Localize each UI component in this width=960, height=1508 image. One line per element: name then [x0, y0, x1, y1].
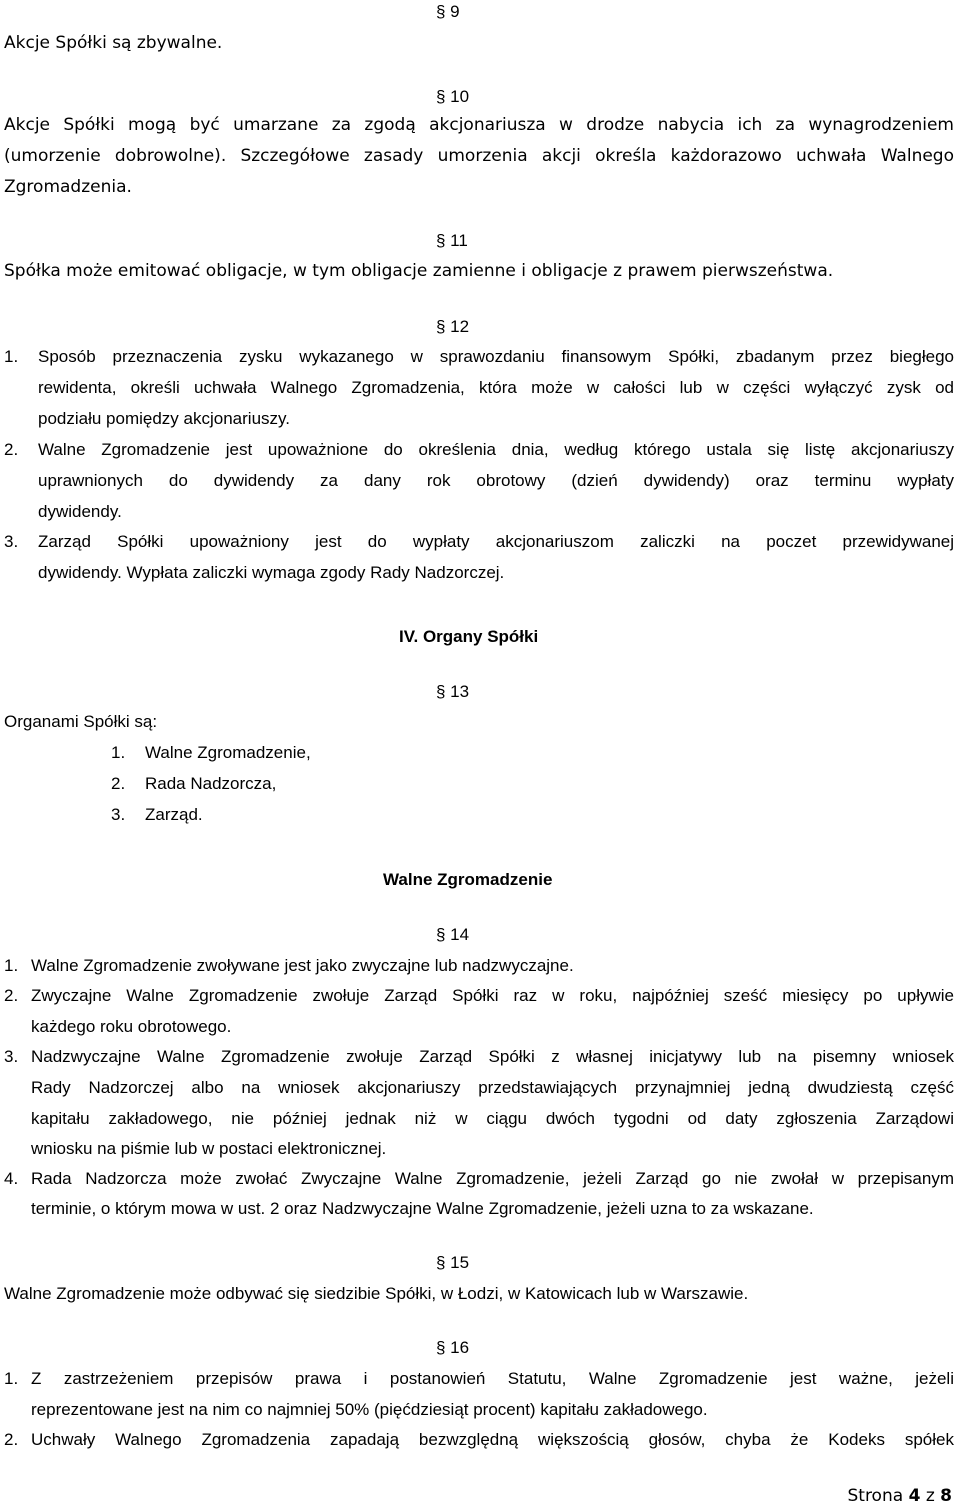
paragraph-16-number: § 16: [436, 1338, 470, 1357]
paragraph-9-number: § 9: [436, 2, 460, 21]
page-footer: [847, 1484, 952, 1508]
paragraph-10-number: § 10: [436, 87, 470, 106]
list-number: 4.: [4, 1169, 19, 1188]
paragraph-11-text: Spółka może emitować obligacje, w tym obligacje zamienne i obligacje z prawem pierwszeństwa.: [4, 261, 834, 281]
paragraph-15-text: Walne Zgromadzenie może odbywać się siedzibie Spółki, w Łodzi, w Katowicach lub w Warszawie.: [4, 1284, 749, 1303]
paragraph-9-text: Akcje Spółki są zbywalne.: [4, 33, 223, 53]
paragraph-14-number: § 14: [436, 925, 470, 944]
paragraph-14-item-4-line: Rada Nadzorcza może zwołać Zwyczajne Walne Zgromadzenie, jeżeli Zarząd go nie zwołał w przepisanym: [31, 1169, 954, 1188]
paragraph-16-item-2-line: Uchwały Walnego Zgromadzenia zapadają bezwzględną większością głosów, chyba że Kodeks spółek: [31, 1430, 954, 1449]
paragraph-14-item-1-line: Walne Zgromadzenie zwoływane jest jako zwyczajne lub nadzwyczajne.: [31, 956, 574, 975]
paragraph-14-item-3-line: Nadzwyczajne Walne Zgromadzenie zwołuje Zarząd Spółki z własnej inicjatywy lub na pisemny wniosek: [31, 1047, 954, 1066]
list-number: 2.: [111, 774, 126, 793]
list-number: 1.: [4, 1369, 19, 1388]
paragraph-15-number: § 15: [436, 1253, 470, 1272]
paragraph-13-number: § 13: [436, 682, 470, 701]
paragraph-14-item-2-line: Zwyczajne Walne Zgromadzenie zwołuje Zarząd Spółki raz w roku, najpóźniej sześć miesięcy po upływie: [31, 986, 954, 1005]
paragraph-14-item-3-line: Rady Nadzorczej albo na wniosek akcjonariuszy przedstawiających przynajmniej jedną dwudziestą część: [31, 1078, 954, 1097]
paragraph-12-item-3-line: Zarząd Spółki upoważniony jest do wypłaty akcjonariuszom zaliczki na poczet przewidywanej: [38, 532, 954, 551]
paragraph-10-line: Zgromadzenia.: [4, 177, 132, 197]
section-heading: Walne Zgromadzenie: [383, 870, 553, 889]
paragraph-10-line: (umorzenie dobrowolne). Szczegółowe zasady umorzenia akcji określa każdorazowo uchwała Walnego: [4, 146, 954, 166]
list-number: 2.: [4, 986, 19, 1005]
footer-separator: z: [925, 1486, 935, 1506]
list-number: 2.: [4, 440, 19, 459]
footer-page-number: 4: [908, 1486, 921, 1506]
organ-list-item: Zarząd.: [145, 805, 203, 824]
list-number: 1.: [4, 956, 19, 975]
paragraph-11-number: § 11: [436, 231, 468, 250]
chapter-heading: IV. Organy Spółki: [399, 627, 539, 646]
paragraph-12-item-1-line: podziału pomiędzy akcjonariuszy.: [38, 409, 290, 428]
list-number: 3.: [111, 805, 126, 824]
list-number: 1.: [111, 743, 126, 762]
paragraph-14-item-3-line: wniosku na piśmie lub w postaci elektronicznej.: [31, 1139, 387, 1158]
paragraph-12-item-1-line: Sposób przeznaczenia zysku wykazanego w sprawozdaniu finansowym Spółki, zbadanym przez biegłego: [38, 347, 954, 366]
organ-list-item: Rada Nadzorcza,: [145, 774, 277, 793]
list-number: 1.: [4, 347, 19, 366]
paragraph-14-item-4-line: terminie, o którym mowa w ust. 2 oraz Nadzwyczajne Walne Zgromadzenie, jeżeli uzna to za wskazane.: [31, 1199, 814, 1218]
paragraph-12-item-1-line: rewidenta, określi uchwała Walnego Zgromadzenia, która może w całości lub w części wyłączyć zysk od: [38, 378, 954, 397]
paragraph-12-item-2-line: uprawnionych do dywidendy za dany rok obrotowy (dzień dywidendy) oraz terminu wypłaty: [38, 471, 954, 490]
paragraph-14-item-2-line: każdego roku obrotowego.: [31, 1017, 232, 1036]
paragraph-12-item-2-line: dywidendy.: [38, 502, 122, 521]
footer-prefix: Strona: [847, 1486, 904, 1506]
paragraph-16-item-1-line: reprezentowane jest na nim co najmniej 50% (pięćdziesiąt procent) kapitału zakładowego.: [31, 1400, 708, 1419]
paragraph-13-intro: Organami Spółki są:: [4, 712, 158, 731]
list-number: 3.: [4, 1047, 19, 1066]
list-number: 2.: [4, 1430, 19, 1449]
list-number: 3.: [4, 532, 19, 551]
paragraph-12-item-3-line: dywidendy. Wypłata zaliczki wymaga zgody Rady Nadzorczej.: [38, 563, 505, 582]
organ-list-item: Walne Zgromadzenie,: [145, 743, 311, 762]
paragraph-10-line: Akcje Spółki mogą być umarzane za zgodą akcjonariusza w drodze nabycia ich za wynagrodzeniem: [4, 115, 954, 135]
paragraph-16-item-1-line: Z zastrzeżeniem przepisów prawa i postanowień Statutu, Walne Zgromadzenie jest ważne, jeżeli: [31, 1369, 954, 1388]
paragraph-12-number: § 12: [436, 317, 470, 336]
paragraph-12-item-2-line: Walne Zgromadzenie jest upoważnione do określenia dnia, według którego ustala się listę akcjonariuszy: [38, 440, 954, 459]
footer-total-pages: 8: [940, 1486, 952, 1506]
paragraph-14-item-3-line: kapitału zakładowego, nie później jednak niż w ciągu dwóch tygodni od daty zgłoszenia Zarządowi: [31, 1109, 954, 1128]
